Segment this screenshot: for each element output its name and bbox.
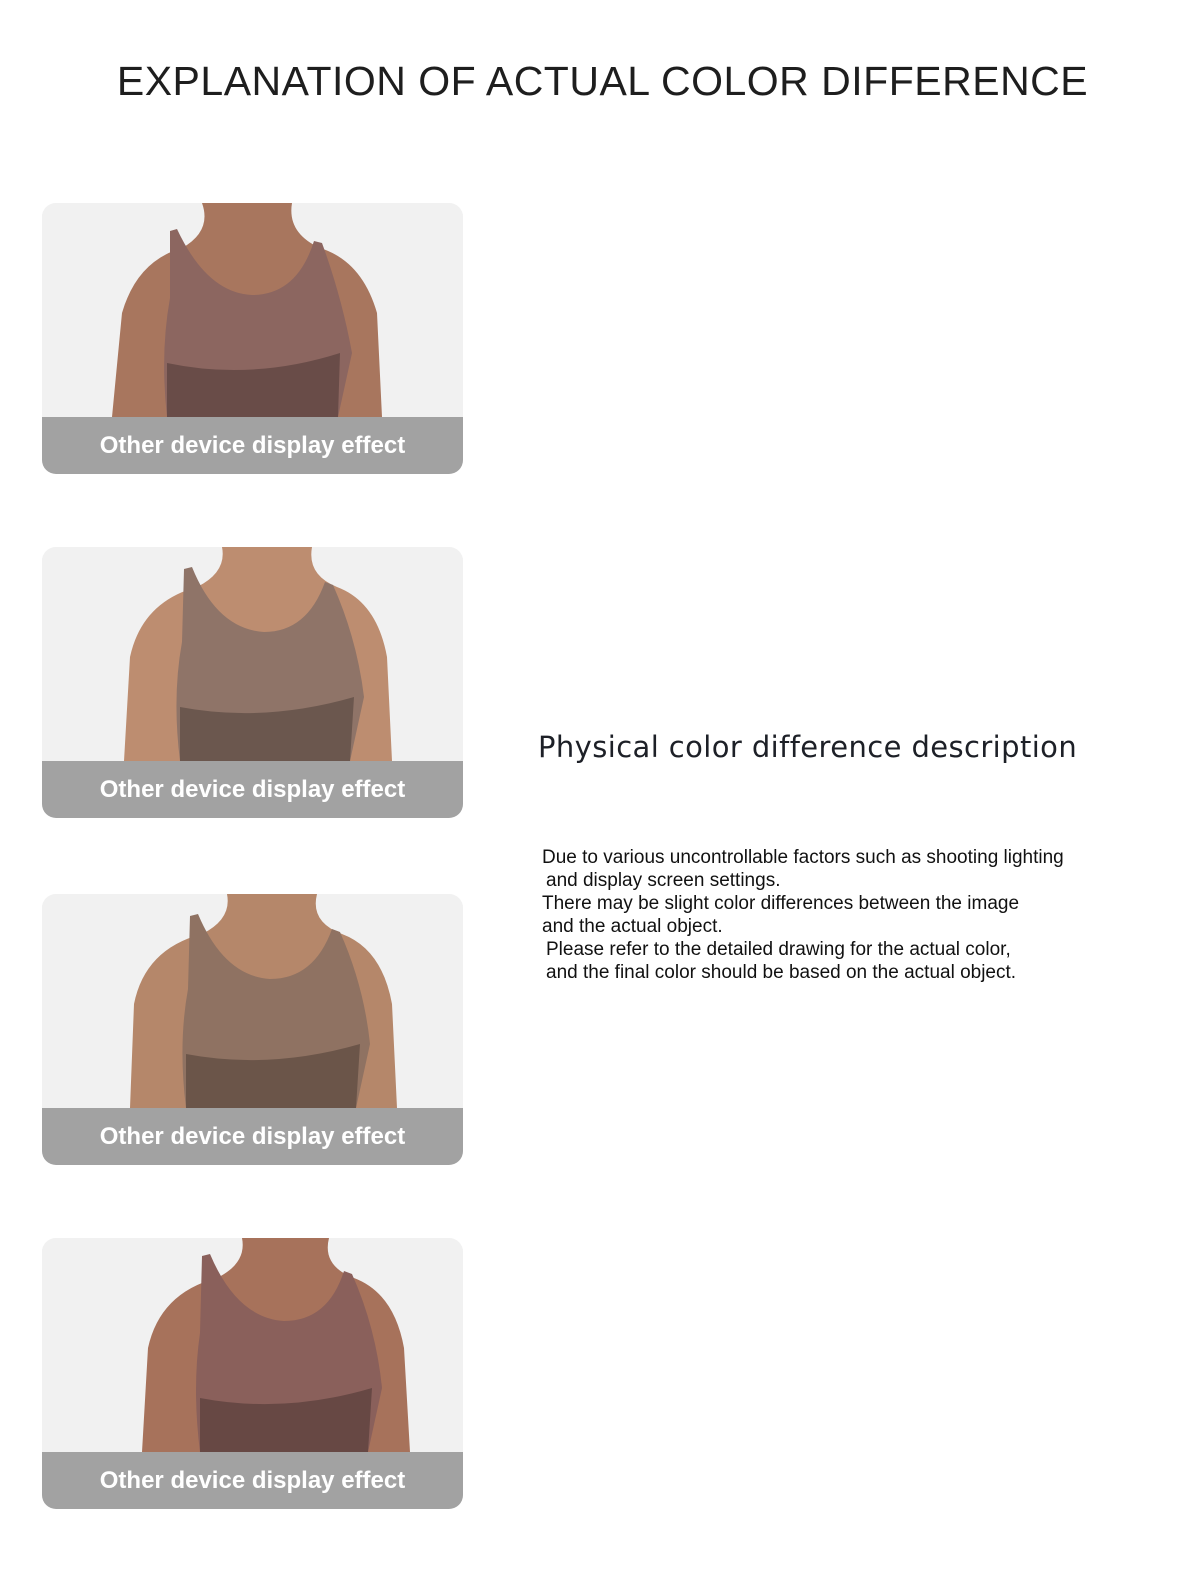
color-swatch-card bbox=[42, 203, 463, 474]
swatch-caption: Other device display effect bbox=[42, 1452, 463, 1509]
description-body bbox=[542, 846, 1102, 984]
product-photo bbox=[42, 1238, 463, 1452]
color-swatch-card bbox=[42, 1238, 463, 1509]
swatch-caption: Other device display effect bbox=[42, 417, 463, 474]
swatch-caption: Other device display effect bbox=[42, 1108, 463, 1165]
description-line: There may be slight color differences between the image bbox=[542, 893, 1020, 914]
product-photo bbox=[42, 203, 463, 417]
description-heading: Physical color difference description bbox=[538, 730, 1078, 764]
description-line: and the final color should be based on the actual object. bbox=[546, 962, 1017, 983]
page-title: EXPLANATION OF ACTUAL COLOR DIFFERENCE bbox=[116, 58, 1089, 104]
color-swatch-card bbox=[42, 894, 463, 1165]
product-photo bbox=[42, 547, 463, 761]
product-photo bbox=[42, 894, 463, 1108]
description-line: and the actual object. bbox=[542, 916, 723, 937]
description-line: Due to various uncontrollable factors such as shooting lighting bbox=[542, 847, 1064, 868]
description-line: Please refer to the detailed drawing for the actual color, bbox=[546, 939, 1011, 960]
color-swatch-card bbox=[42, 547, 463, 818]
description-line: and display screen settings. bbox=[546, 870, 781, 891]
swatch-caption: Other device display effect bbox=[42, 761, 463, 818]
